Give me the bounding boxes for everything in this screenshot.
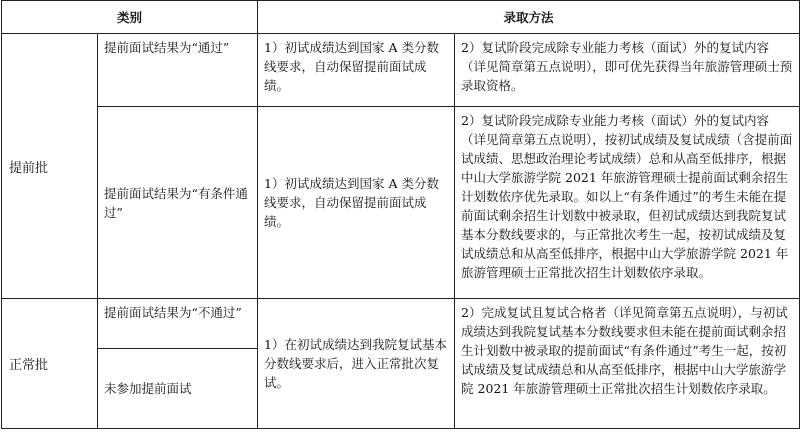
advance-conditional-step1-cell (258, 107, 455, 299)
advance-batch-label: 提前批 (2, 34, 98, 299)
advance-conditional-step2: 2）复试阶段完成除专业能力考核（面试）外的复试内容（详见简章第五点说明），按初试成绩及复试成绩（含提前面试成绩、思想政治理论考试成绩）总和从高至低排序，根据中山大学旅游学院 2021 年旅游管理硕士提前面试剩余招生计划数依序优先录取。如以上“有条件通过”的考生未能在提前面试剩余招生计划数中被录取，但初试成绩达到我院复试基本分数线要求的，与正常批次考生一起，按初试成绩及复试成绩总和从高至低排序，根据中山大学旅游学院 2021 年旅游管理硕士正常批次招生计划数依序录取。 (461, 113, 793, 280)
advance-pass-step2-cell (455, 34, 800, 107)
advance-conditional-cell (98, 107, 258, 299)
admission-table (1, 0, 800, 429)
normal-step2: 2）完成复试且复试合格者（详见简章第五点说明），与初试成绩达到我院复试基本分数线要求但未能在提前面试剩余招生计划数中被录取的提前面试“有条件通过”考生一起，按初试成绩及复试成绩总和从高至低排序，根据中山大学旅游学院 2021 年旅游管理硕士正常批次招生计划数依序录取。 (461, 305, 788, 396)
normal-step1: 1）在初试成绩达到我院复试基本分数线要求后，进入正常批次复试。 (264, 337, 447, 390)
advance-pass-step2: 2）复试阶段完成除专业能力考核（面试）外的复试内容（详见简章第五点说明），即可优先获得当年旅游管理硕士预录取资格。 (461, 40, 793, 93)
table-row (2, 299, 800, 349)
advance-conditional-step1: 1）初试成绩达到国家 A 类分数线要求，自动保留提前面试成绩。 (264, 176, 439, 229)
advance-conditional-label: 提前面试结果为“有条件通过” (104, 185, 248, 220)
advance-pass-step1-cell (258, 34, 455, 107)
advance-pass-label: 提前面试结果为“通过” (104, 40, 230, 55)
header-method: 录取方法 (258, 1, 800, 34)
table-row (2, 34, 800, 107)
normal-none-label: 未参加提前面试 (104, 381, 192, 396)
advance-pass-step1: 1）初试成绩达到国家 A 类分数线要求，自动保留提前面试成绩。 (264, 40, 439, 93)
normal-fail-label: 提前面试结果为“不通过” (104, 305, 242, 320)
table-row (2, 107, 800, 299)
header-row (2, 1, 800, 34)
normal-step1-cell (258, 299, 455, 429)
header-category: 类别 (2, 1, 258, 34)
normal-fail-cell (98, 299, 258, 349)
normal-none-cell (98, 349, 258, 429)
normal-batch-label: 正常批 (2, 299, 98, 429)
advance-conditional-step2-cell (455, 107, 800, 299)
normal-step2-cell (455, 299, 800, 429)
advance-pass-cell (98, 34, 258, 107)
